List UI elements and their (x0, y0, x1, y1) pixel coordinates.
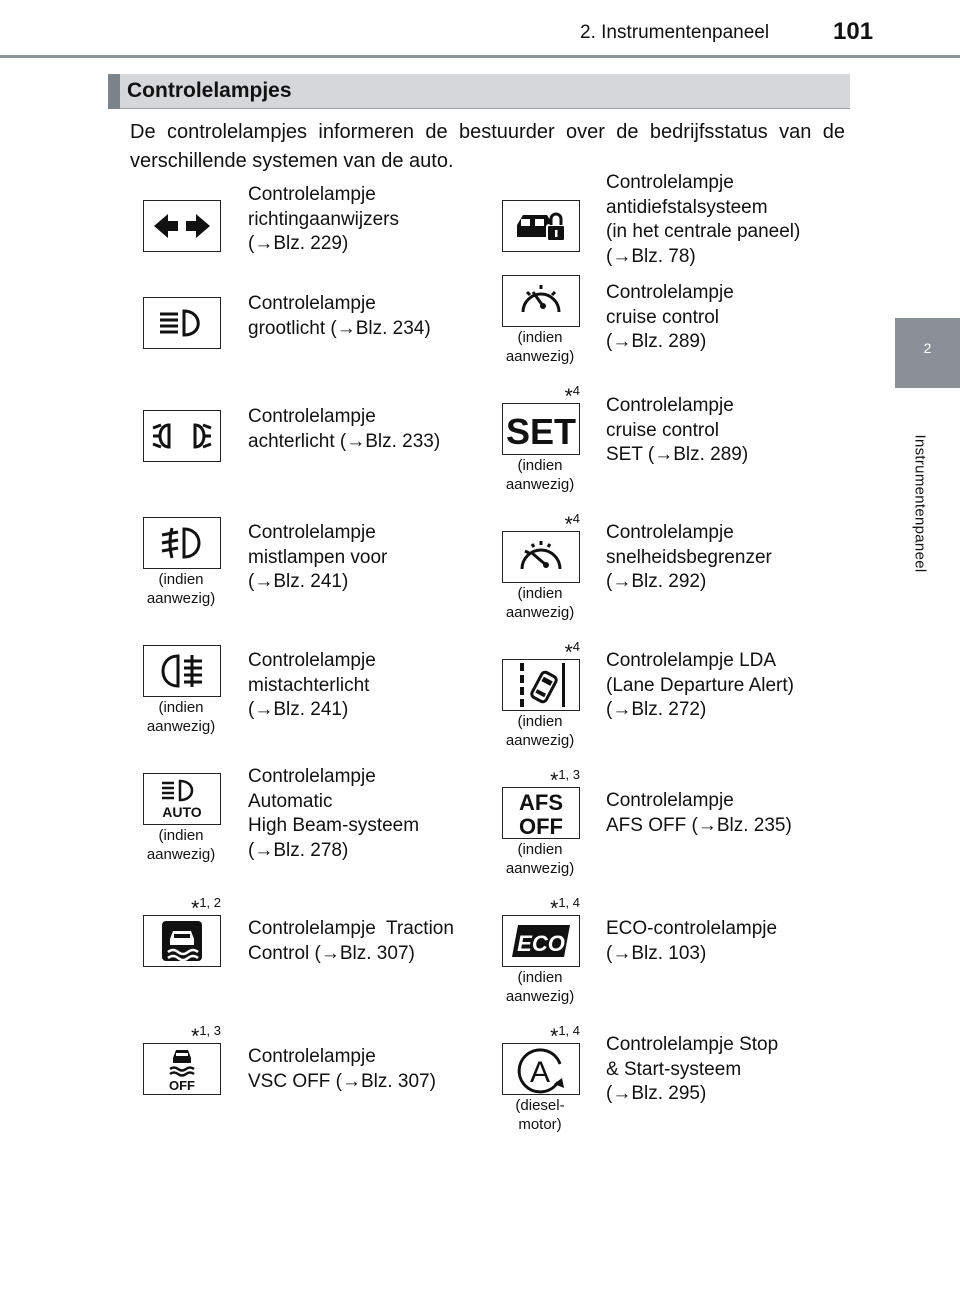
availability-note-line: aanwezig) (505, 476, 575, 493)
indicator-icon-box (502, 531, 580, 583)
description-line: (→Blz. 289) (606, 331, 707, 352)
availability-note-line: (indien (517, 329, 563, 346)
off-label: OFF (169, 1078, 195, 1092)
availability-note-line: aanwezig) (146, 718, 216, 735)
availability-note-line: (indien (517, 969, 563, 986)
indicator-description (606, 171, 846, 269)
description-line: Controlelampje (606, 790, 734, 811)
availability-note (480, 456, 600, 494)
availability-note-line: aanwezig) (505, 732, 575, 749)
indicator-icon-box (502, 915, 580, 967)
availability-note (121, 698, 241, 736)
header-rule (0, 55, 960, 58)
description-line: SET (→Blz. 289) (606, 444, 749, 465)
description-line: Controlelampje (248, 766, 376, 787)
indicator-icon-box (143, 410, 221, 462)
availability-note (480, 712, 600, 750)
availability-note-line: (indien (158, 827, 204, 844)
indicator-icon-box (143, 645, 221, 697)
footnote-marker (550, 892, 580, 919)
description-line: cruise control (606, 419, 719, 441)
indicator-description (248, 405, 480, 454)
indicator-icon-box (143, 915, 221, 967)
description-line: Controlelampje (606, 282, 734, 303)
footnote-marker (565, 636, 580, 663)
availability-note-line: (indien (517, 841, 563, 858)
description-line: Controlelampje (248, 293, 376, 314)
description-line: grootlicht (→Blz. 234) (248, 317, 431, 339)
chapter-number: 2 (923, 340, 932, 356)
description-line: (→Blz. 292) (606, 571, 707, 592)
description-line: Controlelampje Stop (606, 1034, 779, 1055)
description-line: Controlelampje (248, 184, 376, 205)
auto-label: AUTO (162, 804, 202, 820)
description-line: (→Blz. 272) (606, 699, 707, 720)
speed-limiter-icon (512, 535, 570, 579)
description-line: Controlelampje (606, 172, 734, 193)
footnote-star: * (564, 513, 573, 536)
footnote-star: * (550, 1025, 559, 1048)
page-number: 101 (833, 18, 874, 45)
indicator-description (248, 292, 480, 341)
indicator-icon-box (502, 659, 580, 711)
indicator-icon-box (143, 773, 221, 825)
description-line: (→Blz. 295) (606, 1083, 707, 1104)
availability-note (480, 328, 600, 366)
footnote-marker (191, 1020, 221, 1047)
indicator-description (606, 649, 846, 723)
footnote-numbers: 1, 4 (558, 1023, 580, 1038)
description-line: snelheidsbegrenzer (606, 546, 772, 568)
indicator-icon-box (143, 517, 221, 569)
vsc-off-icon (160, 1046, 204, 1092)
indicator-icon-box (502, 787, 580, 839)
footnote-numbers: 1, 3 (199, 1023, 221, 1038)
description-line: Controlelampje Traction (248, 918, 454, 939)
description-line: High Beam-systeem (248, 815, 420, 836)
availability-note-line: aanwezig) (505, 348, 575, 365)
availability-note (480, 840, 600, 878)
description-line: ECO-controlelampje (606, 918, 778, 939)
eco-icon (508, 921, 574, 961)
description-line: (→Blz. 278) (248, 839, 349, 861)
availability-note-line: aanwezig) (146, 590, 216, 607)
description-line: mistlampen voor (248, 546, 388, 568)
availability-note-line: (indien (517, 713, 563, 730)
footnote-numbers: 4 (572, 511, 580, 526)
description-line: (Lane Departure Alert) (606, 674, 794, 696)
footnote-marker (191, 892, 221, 919)
footnote-numbers: 1, 2 (199, 895, 221, 910)
indicator-description (606, 521, 846, 595)
footnote-numbers: 4 (572, 639, 580, 654)
availability-note-line: (diesel- (515, 1097, 565, 1114)
indicator-description (606, 917, 846, 966)
availability-note-line: aanwezig) (505, 860, 575, 877)
footnote-star: * (550, 769, 559, 792)
indicator-icon-box (502, 403, 580, 455)
description-line: cruise control (606, 306, 719, 328)
description-line: (→Blz. 103) (606, 942, 707, 964)
availability-note-line: aanwezig) (505, 988, 575, 1005)
description-line: Controlelampje LDA (606, 650, 777, 671)
availability-note-line: (indien (158, 571, 204, 588)
availability-note (480, 1096, 600, 1134)
cruise-control-icon (513, 280, 569, 322)
availability-note (480, 968, 600, 1006)
footnote-star: * (191, 897, 200, 920)
footnote-numbers: 1, 3 (558, 767, 580, 782)
description-line: Controlelampje (248, 1046, 376, 1067)
indicator-description (248, 1045, 480, 1094)
description-line: Controlelampje (248, 650, 376, 671)
description-line: Controlelampje (606, 395, 734, 416)
footnote-numbers: 4 (572, 383, 580, 398)
availability-note (121, 570, 241, 608)
description-line: (→Blz. 241) (248, 571, 349, 592)
description-line: (in het centrale paneel) (606, 221, 801, 242)
availability-note-line: (indien (158, 699, 204, 716)
description-line: Controlelampje (248, 406, 376, 427)
running-header-section: 2. Instrumentenpaneel (580, 22, 770, 43)
footnote-numbers: 1, 4 (558, 895, 580, 910)
afs-label: AFS (519, 790, 563, 815)
lda-icon (510, 661, 572, 709)
description-line: Control (→Blz. 307) (248, 942, 415, 964)
availability-note (480, 584, 600, 622)
indicator-description (248, 917, 480, 966)
footnote-marker (550, 764, 580, 791)
afs-off-icon (508, 789, 574, 837)
eco-label: ECO (517, 931, 565, 956)
indicator-icon-box (502, 200, 580, 252)
indicator-description (248, 765, 480, 863)
description-line: VSC OFF (→Blz. 307) (248, 1070, 436, 1092)
indicator-icon-box (502, 275, 580, 327)
auto-high-beam-icon (152, 778, 212, 820)
description-line: Controlelampje (248, 522, 376, 543)
footnote-marker (550, 1020, 580, 1047)
description-line: Controlelampje (606, 522, 734, 543)
description-line: (→Blz. 229) (248, 233, 349, 254)
description-line: (→Blz. 241) (248, 699, 349, 720)
indicator-description (606, 281, 846, 355)
tail-light-icon (151, 418, 213, 454)
description-line: & Start-systeem (606, 1058, 742, 1080)
indicator-icon-box (143, 1043, 221, 1095)
description-line: (→Blz. 78) (606, 245, 696, 267)
description-line: achterlicht (→Blz. 233) (248, 430, 441, 452)
anti-theft-icon (511, 207, 571, 245)
availability-note-line: aanwezig) (505, 604, 575, 621)
description-line: Automatic (248, 790, 333, 812)
indicator-description (248, 183, 480, 257)
footnote-star: * (191, 1025, 200, 1048)
set-label: SET (506, 411, 576, 452)
cruise-set-icon (506, 406, 576, 452)
indicator-icon-box (143, 200, 221, 252)
indicator-description (248, 649, 480, 723)
section-title: Controlelampjes (127, 79, 292, 102)
description-line: antidiefstalsysteem (606, 196, 768, 218)
indicator-description (606, 394, 846, 468)
section-title-accent (108, 74, 120, 109)
footnote-star: * (550, 897, 559, 920)
availability-note-line: motor) (518, 1116, 562, 1133)
indicator-description (606, 789, 846, 838)
turn-signal-icon (152, 209, 212, 243)
description-line: mistachterlicht (248, 674, 370, 696)
rear-fog-icon (154, 651, 210, 691)
indicator-icon-box (143, 297, 221, 349)
availability-note-line: (indien (517, 585, 563, 602)
description-line: richtingaanwijzers (248, 208, 400, 230)
high-beam-icon (154, 305, 210, 341)
stop-start-icon (510, 1044, 572, 1094)
availability-note-line: aanwezig) (146, 846, 216, 863)
off-label: OFF (519, 814, 563, 837)
chapter-label: Instrumentenpaneel (911, 434, 929, 573)
indicator-description (606, 1033, 846, 1107)
footnote-marker (565, 380, 580, 407)
availability-note (121, 826, 241, 864)
footnote-star: * (564, 641, 573, 664)
intro-paragraph: De controlelampjes informeren de bestuurder over de bedrijfsstatus van de verschillende systemen van de auto. (130, 121, 845, 172)
description-line: AFS OFF (→Blz. 235) (606, 814, 792, 836)
indicator-description (248, 521, 480, 595)
footnote-star: * (564, 385, 573, 408)
traction-control-icon (160, 919, 204, 963)
footnote-marker (565, 508, 580, 535)
a-label: A (529, 1056, 551, 1089)
availability-note-line: (indien (517, 457, 563, 474)
indicator-icon-box (502, 1043, 580, 1095)
front-fog-icon (154, 524, 210, 562)
